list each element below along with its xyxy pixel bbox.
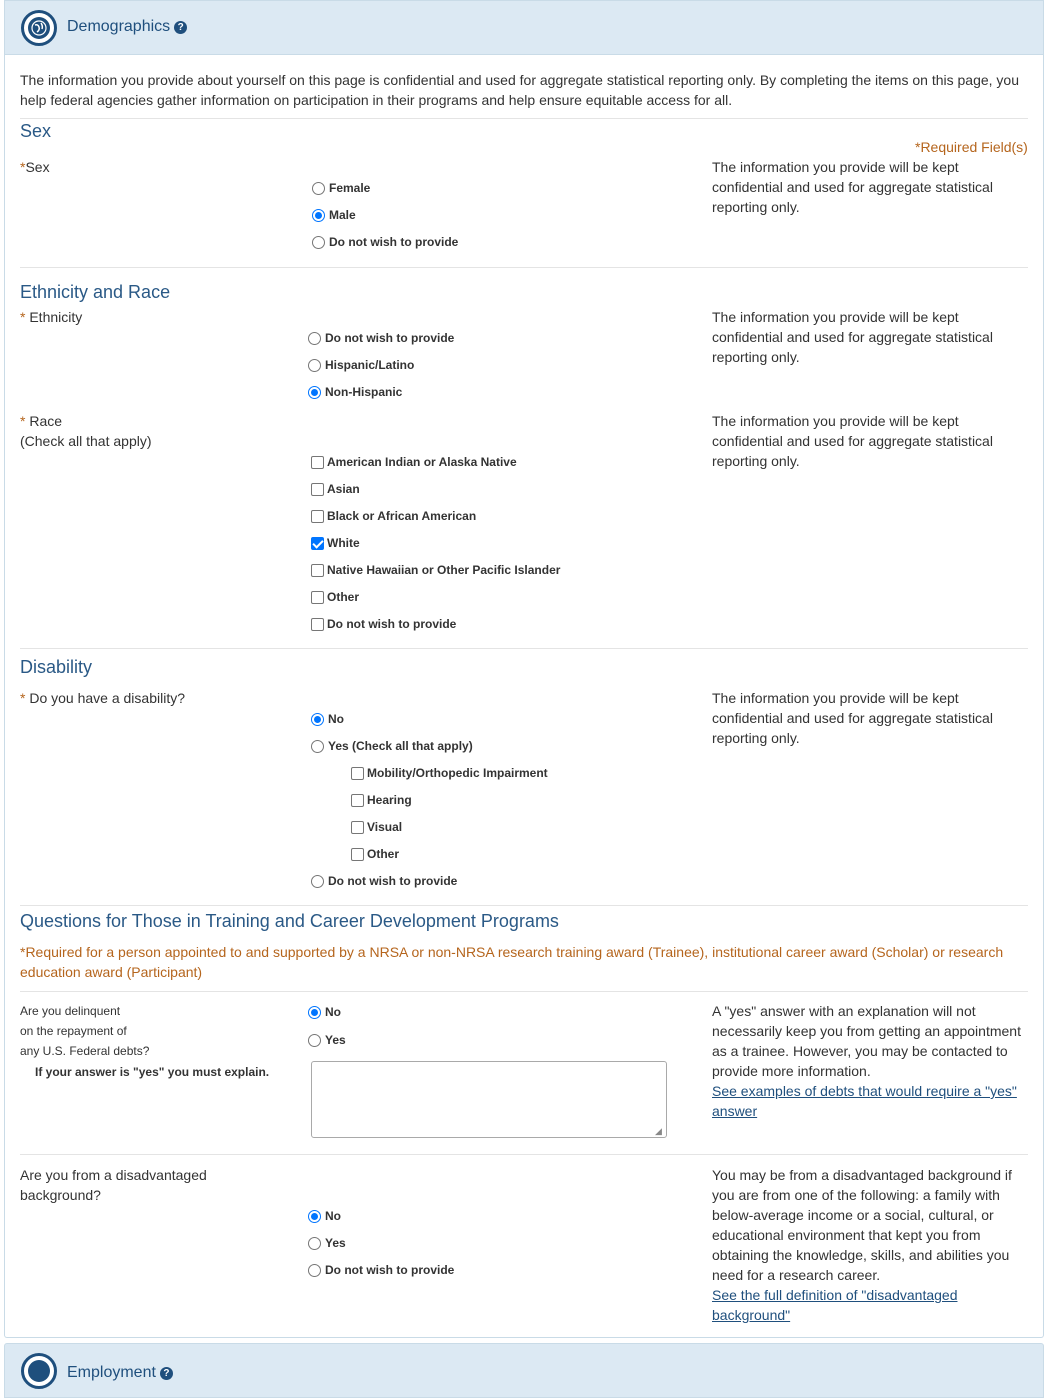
debt-label: Are you delinquent on the repayment of any U.S. Federal debts?: [20, 1004, 150, 1058]
radio-disadvantaged-no[interactable]: [308, 1210, 321, 1223]
ethnicity-option-no-answer[interactable]: Do not wish to provide: [308, 331, 454, 345]
required-fields-note: *Required Field(s): [915, 139, 1028, 155]
briefcase-icon: [21, 1353, 57, 1389]
disability-sub-other[interactable]: Other: [351, 847, 399, 861]
divider: [20, 1154, 1028, 1155]
checkbox-mobility[interactable]: [351, 767, 364, 780]
employment-title: Employment ?: [67, 1364, 173, 1382]
race-option-other[interactable]: Other: [311, 590, 359, 604]
disability-option-yes[interactable]: Yes (Check all that apply): [311, 739, 473, 753]
disability-sub-mobility[interactable]: Mobility/Orthopedic Impairment: [351, 766, 548, 780]
disability-option-no-answer[interactable]: Do not wish to provide: [311, 874, 457, 888]
checkbox-white[interactable]: [311, 537, 324, 550]
section-title-disability: Disability: [20, 657, 93, 677]
radio-hispanic[interactable]: [308, 359, 321, 372]
checkbox-disability-other[interactable]: [351, 848, 364, 861]
debt-info: A "yes" answer with an explanation will not necessarily keep you from getting an appointment as a trainee. However, you may be contacted to provide more information. See examples of debts that would require a "yes" answer: [712, 1003, 1021, 1119]
checkbox-asian[interactable]: [311, 483, 324, 496]
sex-info-note: The information you provide will be kept confidential and used for aggregate statistical reporting only.: [712, 159, 993, 215]
training-required-text: *Required for a person appointed to and supported by a NRSA or non-NRSA research training award (Trainee), institutional career award (Scholar) or research education award (Participant): [20, 944, 1004, 980]
section-title-sex: Sex: [20, 121, 52, 141]
radio-debt-yes[interactable]: [308, 1034, 321, 1047]
divider: [20, 905, 1028, 906]
race-option-black[interactable]: Black or African American: [311, 509, 476, 523]
disadvantaged-info: You may be from a disadvantaged background if you are from one of the following: a family with below-average income or a social, cultural, or educational environment that kept you from obtaining the knowledge, skills, and abilities you need for a research career. See the full definition of "disadvantaged background": [712, 1167, 1012, 1323]
race-option-pacific-islander[interactable]: Native Hawaiian or Other Pacific Islander: [311, 563, 560, 577]
checkbox-hearing[interactable]: [351, 794, 364, 807]
help-icon[interactable]: ?: [174, 21, 187, 34]
radio-disadvantaged-yes[interactable]: [308, 1237, 321, 1250]
ethnicity-info-note: The information you provide will be kept confidential and used for aggregate statistical reporting only.: [712, 309, 993, 365]
checkbox-black[interactable]: [311, 510, 324, 523]
section-title-ethnicity-race: Ethnicity and Race: [20, 282, 171, 302]
disability-label: * Do you have a disability?: [20, 690, 185, 706]
radio-sex-no-answer[interactable]: [312, 236, 325, 249]
ethnicity-option-hispanic[interactable]: Hispanic/Latino: [308, 358, 414, 372]
resize-grip-icon[interactable]: ◢: [655, 1126, 662, 1136]
radio-debt-no[interactable]: [308, 1006, 321, 1019]
intro-text: The information you provide about yourself on this page is confidential and used for aggregate statistical reporting only. By completing the items on this page, you help federal agencies gather information on participation in their programs and help ensure equitable access for all.: [20, 72, 1019, 108]
disability-option-no[interactable]: No: [311, 712, 344, 726]
debt-explanation-textarea[interactable]: [311, 1061, 667, 1138]
demographics-header: [4, 0, 1044, 55]
disadvantaged-option-no-answer[interactable]: Do not wish to provide: [308, 1263, 454, 1277]
radio-disability-yes[interactable]: [311, 740, 324, 753]
radio-disability-no[interactable]: [311, 713, 324, 726]
race-info-note: The information you provide will be kept confidential and used for aggregate statistical reporting only.: [712, 413, 993, 469]
radio-ethnicity-no-answer[interactable]: [308, 332, 321, 345]
help-icon[interactable]: ?: [160, 1367, 173, 1380]
radio-non-hispanic[interactable]: [308, 386, 321, 399]
disadvantaged-option-yes[interactable]: Yes: [308, 1236, 346, 1250]
section-title-training: Questions for Those in Training and Career Development Programs: [20, 911, 559, 931]
radio-male[interactable]: [312, 209, 325, 222]
debt-option-no[interactable]: No: [308, 1005, 341, 1019]
checkbox-visual[interactable]: [351, 821, 364, 834]
race-option-white[interactable]: White: [311, 536, 360, 550]
race-option-american-indian[interactable]: American Indian or Alaska Native: [311, 455, 517, 469]
panel-title: Demographics ?: [67, 18, 187, 36]
debt-option-yes[interactable]: Yes: [308, 1033, 346, 1047]
sex-option-female[interactable]: Female: [312, 181, 370, 195]
disadvantaged-definition-link[interactable]: See the full definition of "disadvantaged background": [712, 1287, 958, 1323]
disadvantaged-option-no[interactable]: No: [308, 1209, 341, 1223]
race-option-asian[interactable]: Asian: [311, 482, 360, 496]
disability-sub-visual[interactable]: Visual: [351, 820, 402, 834]
debt-examples-link[interactable]: See examples of debts that would require a "yes" answer: [712, 1083, 1017, 1119]
radio-disability-no-answer[interactable]: [311, 875, 324, 888]
ethnicity-option-non-hispanic[interactable]: Non-Hispanic: [308, 385, 402, 399]
sex-option-no-answer[interactable]: Do not wish to provide: [312, 235, 458, 249]
disadvantaged-label: Are you from a disadvantaged background?: [20, 1167, 207, 1203]
radio-female[interactable]: [312, 182, 325, 195]
sex-label: *Sex: [20, 159, 50, 175]
sex-option-male[interactable]: Male: [312, 208, 356, 222]
disability-info-note: The information you provide will be kept confidential and used for aggregate statistical reporting only.: [712, 690, 993, 746]
debt-explain-label: If your answer is "yes" you must explain.: [35, 1065, 270, 1079]
disability-sub-hearing[interactable]: Hearing: [351, 793, 412, 807]
divider: [20, 648, 1028, 649]
divider: [20, 991, 1028, 992]
globe-icon: [21, 10, 57, 46]
race-option-no-answer[interactable]: Do not wish to provide: [311, 617, 456, 631]
checkbox-american-indian[interactable]: [311, 456, 324, 469]
employment-header[interactable]: [4, 1343, 1044, 1398]
checkbox-race-other[interactable]: [311, 591, 324, 604]
checkbox-race-no-answer[interactable]: [311, 618, 324, 631]
divider: [20, 267, 1028, 268]
ethnicity-label: * Ethnicity: [20, 309, 83, 325]
divider: [20, 118, 1028, 119]
checkbox-pacific-islander[interactable]: [311, 564, 324, 577]
radio-disadvantaged-no-answer[interactable]: [308, 1264, 321, 1277]
race-label: * Race (Check all that apply): [20, 413, 152, 449]
